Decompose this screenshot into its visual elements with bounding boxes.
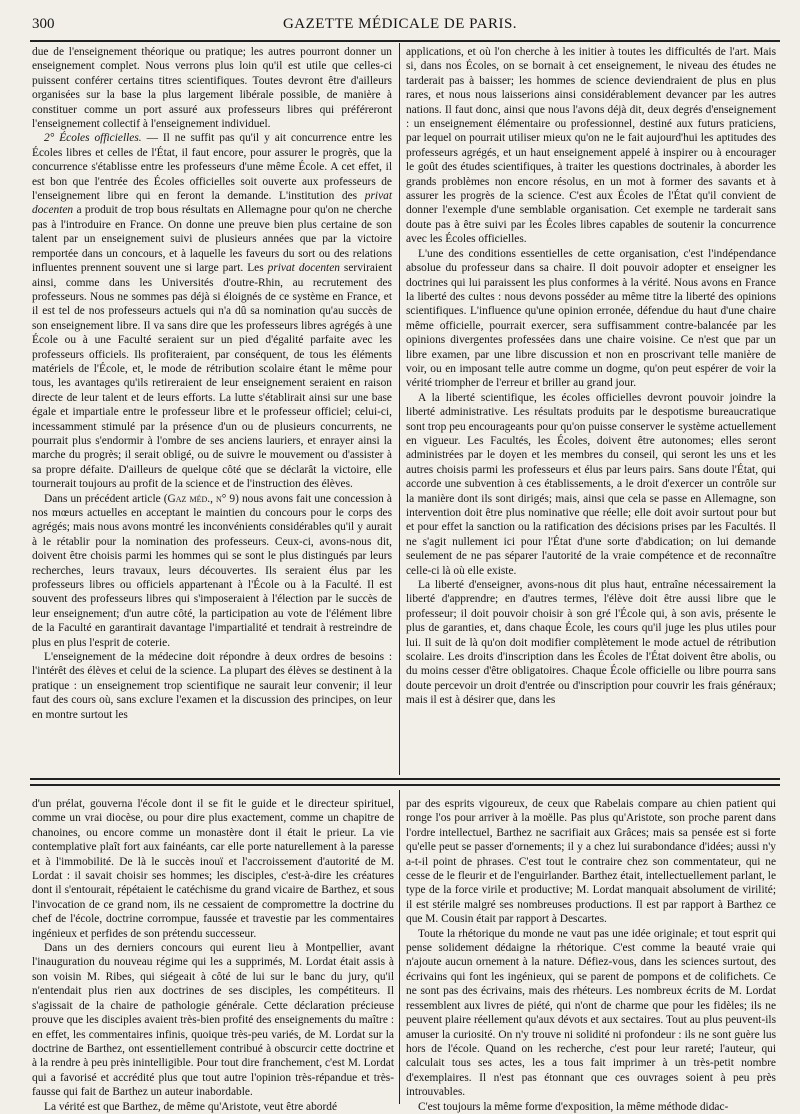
paragraph: C'est toujours la même forme d'exposition, la même méthode didac-: [418, 1100, 729, 1113]
text-run: — Il ne suffit pas qu'il y ait concurrence entre les Écoles libres et celles de l'État, il faut encore, pour assurer le progrès, que la concurrence s'établisse entre les professeurs d'une même École. A cet effet, il est bon que l'entrée des Écoles officielles soit ouverte aux professeurs de l'enseignement libre qui en feront la demande. L'institution des: [32, 132, 392, 203]
text-run: Dans un précédent article (: [44, 492, 168, 505]
paragraph: par des esprits vigoureux, de ceux que Rabelais compare au chien patient qui ronge l'os pour arriver à la moëlle. Pas plus qu'Aristote, son proche parent dans l'ordre intellectuel, Barthez ne sacrifiait aux Grâces; mais sa pensée est si forte qu'elle peut se passer d'ornements; il y a chez lui surabondance d'idées; aussi n'y a-t-il point de phrases. C'est tout le contraire chez son commentateur, qui ne cesse de le fleurir et de l'enguirlander. Barthez était, intellectuellement parlant, le type de la force virile et productive; M. Lordat manquait absolument de virilité; il est stérile malgré ses nombreuses productions. Il est par rapport à Barthez ce que M. Cousin était par rapport à Descartes.: [406, 798, 776, 926]
section-rule-bottom: [30, 784, 780, 786]
paragraph: L'enseignement de la médecine doit répondre à deux ordres de besoins : l'intérêt des élèves et celui de la science. La plupart des élèves se destinent à la pratique : un enseignement trop scientifique ne saurait leur convenir; il leur faut des cours où, sans exclure l'examen et la discussion des principes, on leur en montre surtout les: [32, 651, 392, 721]
paragraph: Toute la rhétorique du monde ne vaut pas une idée originale; et tout esprit qui pense solidement dédaigne la rhétorique. C'est comme la beauté vraie qui n'ajoute aucun ornement à la nature. Défiez-vous, dans les sciences surtout, des écrivains qui font les ingénieux, qui se parent de pompons et de colifichets. Ce ne sont pas des écrivains, mais des rhéteurs. Les nombreux écrits de M. Lordat ressemblent aux livres de piété, qui n'ont de charme que pour les fidèles; ils ne peuvent plaire réellement qu'aux dévots et aux sectaires. Tout au plus peuvent-ils amuser la curiosité. On n'y trouve ni solidité ni profondeur : ils ne sont guère lus hors de l'école. Quand on les recherche, c'est pour leur rareté; l'auteur, qui calculait tous ses actes, les a tous fait imprimer à un très-petit nombre d'exemplaires. Il n'est pas étonnant que ces ouvrages soient à peu près introuvables.: [406, 927, 776, 1099]
citation: Gaz méd., n° 9: [167, 492, 236, 505]
upper-right-column: [406, 45, 776, 771]
text-run: ) nous avons fait une concession à nos mœurs actuelles en acceptant le maintien du concours pour le corps des agrégés; mais nous avons montré les inconvénients considérables qu'il y aurait à le rétablir pour la nomination des professeurs. Ceux-ci, avons-nous dit, doivent être choisis parmi les hommes qui se sont le plus distingués par leurs recherches, leurs travaux, leurs découvertes. Ils seraient élus par les professeurs libres ou officiels appartenant à l'École ou à la Faculté. Il est souvent des professeurs libres qui s'imposeraient à l'élection par le succès de leur enseignement; d'un autre côté, la participation au vote de l'élément libre de la Faculté en garantirait davantage l'impartialité et tendrait à restreindre de plus en plus l'esprit de coterie.: [32, 492, 392, 649]
text-run: a produit de trop bous résultats en Allemagne pour qu'on ne cherche pas à l'introduire en France. On donne une preuve bien plus certaine de son talent par un enseignement suivi de plusieurs années que par la victoire remportée dans un concours, et à laquelle les faveurs du sort ou des relations influentes prennent souvent une si large part. Les: [32, 204, 392, 275]
text-run: serviraient ainsi, comme dans les Universités d'outre-Rhin, au recrutement des professeurs. Nous ne sommes pas déjà si éloignés de ce système en France, et il est tel de nos professeurs actuels qui n'a dû sa nomination qu'au succès de son enseignement libre. Il va sans dire que les professeurs libres agrégés à une École ou à une Faculté seraient sur un pied d'égalité parfaite avec les professeurs officiels. Ils profiteraient, par conséquent, de tous les éléments matériels de l'École, et, le mode de rétribution scolaire étant le même pour tous, les avantages qu'ils retireraient de leur enseignement seraient en raison directe de leur talent et de leurs efforts. La lutte s'établirait ainsi sur une base égale et impartiale entre le professeur libre et le professeur officiel; celui-ci, incessamment stimulé par la présence d'un ou de plusieurs concurrents, ne pourrait plus s'endormir à l'ombre de ses anciens lauriers, et enrayer ainsi la marche du progrès; il serait obligé, ou de suivre le mouvement ou d'assister à sa propre défaite. D'ailleurs de quelque côté que se déclarât la victoire, elle tournerait toujours au profit de la science et de l'instruction des élèves.: [32, 262, 393, 491]
section-rule-top: [30, 778, 780, 780]
paragraph: A la liberté scientifique, les écoles officielles devront pouvoir joindre la liberté administrative. Les résultats produits par le despotisme bureaucratique sont trop peu encourageants pour qu'on puisse conserver le système actuellement en vigueur. Les Facultés, les Écoles, doivent être autonomes; elles seront administrées par le doyen et les membres du conseil, qui seront les uns et les autres choisis parmi les professeurs et élus par leurs pairs. Sans doute l'État, qui accorde une subvention à ces établissements, a le droit d'exercer un contrôle sur la manière dont ils sont dirigés; mais, ainsi que cela se passe en Allemagne, son intervention doit être plus nominative que réelle; elle doit avoir surtout pour but et pour effet la sanction ou la ratification des décisions prises par les Facultés. Il ne s'agit nullement ici pour l'État d'une sorte d'abdication; on lui demande seulement de ne pas séparer l'autorité de la vraie compétence et de reconnaître celle-ci là où elle existe.: [406, 391, 776, 577]
lower-column-divider: [399, 790, 400, 1104]
lower-right-column: [406, 797, 776, 1113]
page-header: [0, 0, 800, 34]
emphasis: privat docenten: [32, 190, 392, 217]
paragraph: La vérité est que Barthez, de même qu'Aristote, veut être abordé: [44, 1100, 338, 1113]
upper-column-divider: [399, 43, 400, 775]
page-number: 300: [32, 16, 55, 32]
lower-left-column: [32, 797, 394, 1113]
paragraph-ecoles-officielles: [32, 131, 392, 491]
paragraph: Dans un des derniers concours qui eurent lieu à Montpellier, avant l'inauguration du nouveau régime qui les a supprimés, M. Lordat était assis à son voisin M. Ribes, qui siégeait à côté de lui sur le banc du jury, qu'il n'entendait plus rien aux doctrines de ses disciples, les compétiteurs. Il s'agissait de la chaire de pathologie générale. Cette déclaration précieuse prouve que les disciples avaient très-bien profité des enseignements du maître : en effet, les commentaires infinis, quoique très-peu variés, de M. Lordat sur la doctrine de Barthez, ont essentiellement contribué à obscurcir cette doctrine et à la rendre à peu près inintelligible. Pour tout dire franchement, c'est M. Lordat qui a favorisé et accrédité plus que tout autre l'opinion très-répandue et très-fausse qui fait de Barthez un auteur inabordable.: [32, 942, 394, 1099]
paragraph: d'un prélat, gouverna l'école dont il se fit le guide et le directeur spirituel, comme un vrai diocèse, ou pour dire plus exactement, comme un chapitre de chanoines, ou encore comme un monastère dont il était le prieur. La vie contemplative plaît fort aux fainéants, car elle porte naturellement à la paresse et à l'immobilité. De là le succès inouï et l'accroissement d'autorité de M. Lordat : il savait choisir ses hommes; les disciples, c'est-à-dire les créatures dont il s'entourait, répétaient le catéchisme du grand vicaire de Barthez, et sous l'invocation de ce grand nom, ils ne cessaient de compromettre la doctrine du chef de l'école, doctrine corrompue, faussée et travestie par les commentaires ingénieux et perfides de son prétendu successeur.: [32, 798, 394, 940]
paragraph: [32, 492, 392, 650]
running-title: GAZETTE MÉDICALE DE PARIS.: [282, 16, 518, 32]
paragraph: La liberté d'enseigner, avons-nous dit plus haut, entraîne nécessairement la liberté d'apprendre; en d'autres termes, l'élève doit être aussi libre que le professeur; il doit pouvoir choisir à son gré l'École qui, à son avis, présente le plus de garanties, et, dans chaque École, les cours qu'il juge les plus utiles pour lui. Il suit de là qu'on doit modifier complètement le mode actuel de rétribution scolaire. Les droits d'inscription dans les Écoles de l'État doivent être abolis, ou du moins cesser d'être obligatoires. Chaque École officielle ou libre pourra sans doute percevoir un droit d'entrée ou d'inscription pour couvrir les frais généraux; mais il est à désirer que, dans les: [406, 579, 776, 707]
section-heading: 2° Écoles officielles.: [44, 132, 142, 145]
paragraph: applications, et où l'on cherche à les initier à toutes les difficultés de l'art. Mais si, dans nos Écoles, on se bornait à cet enseignement, le niveau des études ne tarderait pas à baisser; les hommes de science deviendraient de plus en plus rares, et nous nous laisserions ainsi considérablement devancer par les autres nations. Il faut donc, ainsi que nous l'avons déjà dit, deux degrés d'enseignement : un enseignement élémentaire ou professionnel, destiné aux futurs praticiens, par lequel on pourrait utiliser mieux qu'on ne le fait aujourd'hui les aptitudes des professeurs agrégés, et un haut enseignement appelé à inspirer ou à encourager le goût des études scientifiques, à traiter les questions doctrinales, à aborder les grands problèmes non encore résolus, en un mot à former des savants et à assurer les progrès de la science. C'est aux Écoles de l'État qu'il convient de donner l'exemple d'une semblable organisation. Cet exemple ne tarderait sans doute pas à être suivi par les Écoles libres capables de soutenir la concurrence avec les Écoles officielles.: [406, 46, 776, 246]
header-rule: [30, 40, 780, 42]
paragraph: due de l'enseignement théorique ou pratique; les autres pourront donner un enseignement complet. Nous verrons plus loin qu'il est utile que celles-ci puissent conférer certains titres scientifiques. Toutes devront être d'ailleurs organisées sur la base la plus largement libérale possible, de manière à constituer comme un port assuré aux professeurs libres qui préféreront l'enseignement collectif à l'enseignement individuel.: [32, 46, 392, 131]
upper-left-column: [32, 45, 392, 771]
paragraph: L'une des conditions essentielles de cette organisation, c'est l'indépendance absolue du professeur dans sa chaire. Il doit pouvoir adopter et enseigner les doctrines qui lui paraissent les plus conformes à la vérité. Nous avons en France la liberté des cultes : nous devons posséder au même titre la liberté des opinions scientifiques. L'influence qu'une opinion erronée, défendue du haut d'une chaire même officielle, pourrait exercer, sera suffisamment contre-balancée par les opinions divergentes professées dans une chaire voisine. Ce n'est que par un libre examen, par une libre discussion et non en proscrivant telle manière de voir, ou en imposant telle autre comme un dogme, qu'on peut espérer de voir la vérité triompher de l'erreur et briller au grand jour.: [406, 247, 776, 390]
emphasis: privat docenten: [267, 262, 340, 275]
